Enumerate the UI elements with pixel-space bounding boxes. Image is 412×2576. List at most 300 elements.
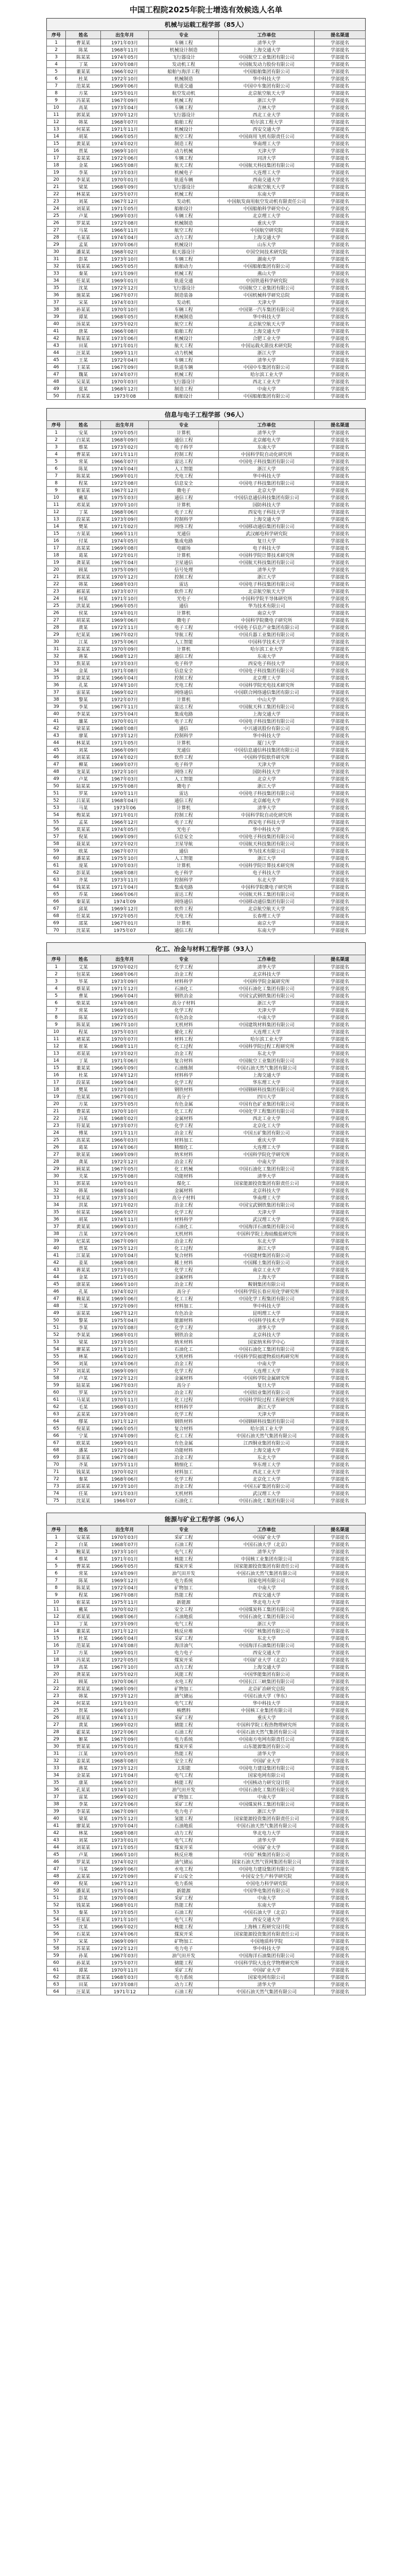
table-cell: 曹某某 [66,451,101,458]
table-cell: 61 [47,1396,66,1403]
table-cell: 中国华能集团有限公司 [219,1671,315,1678]
table-row [47,364,366,371]
table-cell: 冶金工程 [149,1360,219,1367]
table-cell: 清华大学 [219,1981,315,1988]
table-cell: 46 [47,1288,66,1295]
table-cell: 魏某 [66,371,101,378]
table-cell: 马某 [66,1866,101,1873]
table-cell: 葛某 [66,1144,101,1151]
table-cell: 姬某 [66,1736,101,1743]
table-cell: 热能工程 [149,1750,219,1757]
table-cell: 中国科学院长春应用化学研究所 [219,1288,315,1295]
table-cell: 1969年04月 [101,1079,149,1086]
table-cell: 学部提名 [314,1468,365,1476]
table-row [47,429,366,436]
table-row [47,1382,366,1389]
table-cell: 学部提名 [314,1036,365,1043]
table-row [47,1613,366,1620]
table-row [47,1757,366,1765]
table-cell: 34 [47,667,66,674]
table-cell: 煤炭开采 [149,1844,219,1851]
table-cell: 光电工程 [149,472,219,480]
table-cell: 33 [47,1194,66,1201]
table-cell: 1968年12月 [101,653,149,660]
table-cell: 中国航天科工集团有限公司 [219,703,315,710]
table-cell: 侯某某 [66,1209,101,1216]
table-row [47,1108,366,1115]
table-row [47,444,366,451]
table-cell: 催化工程 [149,1028,219,1036]
table-cell: 1973年06月 [101,335,149,342]
table-row [47,559,366,566]
table-row [47,1454,366,1461]
table-cell: 43 [47,342,66,349]
table-row [47,667,366,674]
column-header: 序号 [47,1526,66,1534]
table-row [47,1858,366,1866]
table-cell: 胡某 [66,1216,101,1223]
table-cell: 65 [47,891,66,898]
table-cell: 70 [47,927,66,934]
table-cell: 中国石油天然气集团有限公司 [219,1064,315,1072]
table-cell: 董某某 [66,68,101,75]
table-cell: 学部提名 [314,1050,365,1057]
table-cell: 学部提名 [314,1829,365,1837]
table-row [47,1664,366,1671]
table-cell: 国家能源投资集团有限责任公司 [219,1180,315,1187]
table-cell: 学部提名 [314,1808,365,1815]
table-cell: 中国长江三峡集团有限公司 [219,1678,315,1685]
column-header: 专业 [149,421,219,429]
table-cell: 纳米材料 [149,1338,219,1346]
table-cell: 学部提名 [314,1454,365,1461]
table-cell: 1966年07月 [101,1779,149,1786]
table-cell: 中国宝武钢铁集团有限公司 [219,1201,315,1209]
table-cell: 上海大学 [219,1274,315,1281]
table-cell: 宋某 [66,1938,101,1945]
table-cell: 胡某 [66,133,101,140]
table-cell: 学部提名 [314,487,365,494]
table-cell: 9 [47,97,66,104]
table-cell: 中国地质科学院 [219,1938,315,1945]
table-cell: 1967年02月 [101,631,149,638]
table-cell: 洪某 [66,1201,101,1209]
table-cell: 浙江大学 [219,1403,315,1411]
table-row [47,696,366,703]
table-row [47,126,366,133]
table-cell: 学部提名 [314,198,365,205]
table-row [47,1281,366,1288]
table-row [47,191,366,198]
table-row [47,869,366,876]
section-3 [46,942,366,1504]
table-cell: 1969年01月 [101,1007,149,1014]
table-row [47,1844,366,1851]
table-cell: 1971年12月 [101,1418,149,1425]
table-cell: 17 [47,545,66,552]
table-cell: 53 [47,804,66,811]
column-header: 工作单位 [219,1526,315,1534]
table-cell: 高某某 [66,1137,101,1144]
table-cell: 方某 [66,90,101,97]
table-cell: 9 [47,1021,66,1028]
table-cell: 1969年02月 [101,689,149,696]
table-cell: 1972年05月 [101,912,149,920]
table-cell: 1968年02月 [101,1115,149,1122]
table-cell: 软件工程 [149,754,219,761]
table-cell: 冶金工程 [149,1454,219,1461]
table-cell: 1967年12月 [101,1310,149,1317]
table-cell: 学部提名 [314,1555,365,1563]
table-cell: 1973年10月 [101,1194,149,1201]
table-cell: 21 [47,183,66,191]
table-row [47,451,366,458]
table-cell: 学部提名 [314,1302,365,1310]
table-row [47,46,366,54]
table-cell: 21 [47,1108,66,1115]
table-cell: 华中科技大学 [219,75,315,82]
table-cell: 73 [47,1483,66,1490]
table-cell: 齐某 [66,1461,101,1468]
table-cell: 1974年12月 [101,1072,149,1079]
table-cell: 浙江大学 [219,1620,315,1628]
table-cell: 航空发动机 [149,90,219,97]
table-cell: 35 [47,1779,66,1786]
table-cell: 学部提名 [314,1310,365,1317]
table-row [47,118,366,126]
table-cell: 通信工程 [149,436,219,444]
table-cell: 1970年01月 [101,1180,149,1187]
table-row [47,1245,366,1252]
table-cell: 学部提名 [314,1295,365,1302]
table-cell: 机械制造 [149,219,219,227]
table-row [47,1534,366,1541]
table-cell: 人工智能 [149,638,219,646]
table-cell: 清华大学 [219,1173,315,1180]
table-cell: 学部提名 [314,898,365,905]
table-cell: 58 [47,1375,66,1382]
table-cell: 中国船舶科学研究中心 [219,205,315,212]
table-cell: 41 [47,1252,66,1259]
table-cell: 学部提名 [314,256,365,263]
table-cell: 1971年10月 [101,1916,149,1923]
table-cell: 学部提名 [314,227,365,234]
table-cell: 26 [47,219,66,227]
table-cell: 5 [47,68,66,75]
table-row [47,320,366,328]
table-cell: 胡某某 [66,1714,101,1721]
table-cell: 方某 [66,1649,101,1656]
table-cell: 邵某 [66,920,101,927]
table-row [47,1223,366,1230]
table-cell: 北京科技大学 [219,971,315,978]
table-cell: 21 [47,573,66,581]
table-row [47,335,366,342]
table-cell: 电力电子 [149,1945,219,1952]
table-cell: 化学工程 [149,1266,219,1274]
table-cell: 哈尔滨工业大学 [219,371,315,378]
table-cell: 学部提名 [314,761,365,768]
table-cell: 西北工业大学 [219,1468,315,1476]
table-cell: 姜某某 [66,1757,101,1765]
table-cell: 沈某某 [66,927,101,934]
table-cell: 12 [47,1043,66,1050]
table-cell: 学部提名 [314,183,365,191]
table-cell: 梁某 [66,1338,101,1346]
table-cell: 国家能源投资集团有限责任公司 [219,1563,315,1570]
table-cell: 40 [47,320,66,328]
table-cell: 油气田开发 [149,1952,219,1959]
table-cell: 学部提名 [314,1100,365,1108]
table-cell: 1967年12月 [101,198,149,205]
table-cell: 高分子 [149,1288,219,1295]
table-cell: 船舶动力 [149,263,219,270]
table-cell: 1968年06月 [101,1613,149,1620]
table-cell: 22 [47,581,66,588]
table-cell: 1970年01月 [101,176,149,183]
table-row [47,1678,366,1685]
table-row [47,703,366,710]
table-cell: 学部提名 [314,263,365,270]
table-cell: 67 [47,1439,66,1447]
table-cell: 钱某某 [66,1902,101,1909]
table-cell: 1968年03月 [101,1974,149,1981]
table-cell: 通信工程 [149,927,219,934]
table-row [47,1902,366,1909]
table-cell: 聂某某 [66,840,101,848]
table-row [47,1599,366,1606]
table-cell: 8 [47,480,66,487]
table-cell: 石油炼制 [149,1064,219,1072]
table-cell: 唐某某 [66,1974,101,1981]
table-cell: 1971年04月 [101,884,149,891]
table-row [47,747,366,754]
table-cell: 制造工程 [149,140,219,147]
table-row [47,205,366,212]
table-cell: 1971年12月 [101,985,149,992]
section-title: 信息与电子工程学部（96人） [46,408,366,420]
table-cell: 中国稀土集团有限公司 [219,1259,315,1266]
table-row [47,39,366,46]
table-cell: 复合材料 [149,1425,219,1432]
table-row [47,862,366,869]
table-cell: 1967年09月 [101,97,149,104]
table-cell: 矿物加工 [149,1584,219,1591]
table-cell: 12 [47,118,66,126]
table-cell: 学部提名 [314,1678,365,1685]
table-row [47,1728,366,1736]
table-cell: 高某 [66,104,101,111]
table-cell: 2 [47,436,66,444]
table-row [47,133,366,140]
table-row [47,1483,366,1490]
table-row [47,653,366,660]
table-row [47,1151,366,1158]
table-cell: 中国有色矿业集团有限公司 [219,1100,315,1108]
table-cell: 53 [47,1909,66,1916]
table-row [47,1274,366,1281]
table-row [47,1786,366,1793]
table-cell: 1974年02月 [101,754,149,761]
table-cell: 9 [47,487,66,494]
table-cell: 信息安全 [149,833,219,840]
table-row [47,1310,366,1317]
table-row [47,1288,366,1295]
table-row [47,971,366,978]
table-cell: 16 [47,1072,66,1079]
table-cell: 1971年08月 [101,667,149,674]
table-cell: 李某 [66,1801,101,1808]
table-cell: 郭某某 [66,1180,101,1187]
table-cell: 学部提名 [314,169,365,176]
table-cell: 中国核工业集团有限公司 [219,1707,315,1714]
table-cell: 宁某 [66,1432,101,1439]
table-row [47,1685,366,1692]
table-row [47,1173,366,1180]
table-cell: 孔某 [66,1288,101,1295]
table-cell: 程某 [66,1028,101,1036]
sections-container [0,18,412,1995]
table-cell: 华北电力大学 [219,1829,315,1837]
table-cell: 清华大学 [219,963,315,971]
table-cell: 船舶工程 [149,118,219,126]
table-cell: 学部提名 [314,205,365,212]
table-cell: 学部提名 [314,1201,365,1209]
table-cell: 秦某某 [66,898,101,905]
table-cell: 吕某某 [66,797,101,804]
table-cell: 孟某 [66,819,101,826]
table-cell: 华北电力大学 [219,1599,315,1606]
table-cell: 1971年12月 [101,1628,149,1635]
table-cell: 中南大学 [219,1158,315,1165]
table-row [47,198,366,205]
table-cell: 中国电子科技集团有限公司 [219,718,315,725]
table-cell: 1974年08月 [101,999,149,1007]
table-cell: 卢某 [66,1851,101,1858]
table-cell: 邓某某 [66,1050,101,1057]
table-row [47,1981,366,1988]
table-cell: 中国华电集团有限公司 [219,1887,315,1894]
table-cell: 金某 [66,667,101,674]
table-cell: 1970年02月 [101,1606,149,1613]
table-cell: 郭某某 [66,1685,101,1692]
table-cell: 长春理工大学 [219,912,315,920]
table-cell: 1968年08月 [101,725,149,732]
table-cell: 13 [47,1050,66,1057]
table-cell: 中国石油大学（北京） [219,1541,315,1548]
table-cell: 1975年07月 [101,1389,149,1396]
table-cell: 68 [47,912,66,920]
table-cell: 学部提名 [314,371,365,378]
table-cell: 65 [47,1425,66,1432]
table-row [47,1252,366,1259]
table-cell: 1975年01月 [101,1743,149,1750]
table-cell: 上海交通大学 [219,1447,315,1454]
table-cell: 刘某 [66,747,101,754]
table-cell: 1973年09月 [101,516,149,523]
table-cell: 1975年01月 [101,90,149,97]
table-cell: 1969年08月 [101,545,149,552]
table-row [47,1043,366,1050]
section-title: 化工、冶金与材料工程学部（93人） [46,942,366,955]
table-cell: 1970年11月 [101,1967,149,1974]
table-cell: 14 [47,133,66,140]
table-cell: 通信 [149,602,219,609]
table-cell: 学部提名 [314,1620,365,1628]
table-cell: 国家电网有限公司 [219,1974,315,1981]
table-cell: 邱某某 [66,1483,101,1490]
table-cell: 1971年12 [101,1988,149,1995]
table-cell: 学部提名 [314,891,365,898]
table-cell: 能源材料 [149,1317,219,1324]
table-cell: 化工工程 [149,1295,219,1302]
table-row [47,537,366,545]
table-cell: 学部提名 [314,191,365,198]
table-cell: 1972年06月 [101,155,149,162]
table-cell: 包某某 [66,971,101,978]
table-cell: 樊某 [66,523,101,530]
table-cell: 马某 [66,227,101,234]
table-cell: 1970年03月 [101,1534,149,1541]
table-row [47,1396,366,1403]
table-cell: 16 [47,147,66,155]
table-cell: 1966年04月 [101,1635,149,1642]
table-cell: 高分子材料 [149,1194,219,1201]
table-cell: 钢铁材料 [149,1086,219,1093]
table-cell: 沈某某 [66,1497,101,1504]
table-cell: 潘某某 [66,248,101,256]
table-row [47,848,366,855]
table-cell: 计算机 [149,739,219,747]
table-row [47,783,366,790]
table-cell: 52 [47,1331,66,1338]
table-cell: 1969年03月 [101,1223,149,1230]
table-cell: 47 [47,761,66,768]
column-header: 工作单位 [219,421,315,429]
table-cell: 江某 [66,638,101,646]
table-cell: 46 [47,364,66,371]
column-header: 出生年月 [101,955,149,963]
table-cell: 电力系统 [149,1974,219,1981]
table-row [47,1808,366,1815]
table-cell: 学部提名 [314,1981,365,1988]
table-cell: 范某某 [66,82,101,90]
table-cell: 柴某某 [66,999,101,1007]
table-cell: 光电工程 [149,912,219,920]
table-row [47,1707,366,1714]
table-cell: 光电工程 [149,682,219,689]
table-cell: 微电子 [149,487,219,494]
table-row [47,552,366,559]
table-cell: 62 [47,1403,66,1411]
table-cell: 学部提名 [314,1801,365,1808]
table-cell: 矿物加工 [149,1793,219,1801]
table-cell: 中国航发动力股份有限公司 [219,61,315,68]
table-cell: 浙江大学 [219,349,315,357]
table-cell: 化工过程 [149,1245,219,1252]
table-cell: 中国矿业大学（北京） [219,1656,315,1664]
table-cell: 动力工程 [149,234,219,241]
table-cell: 飞行器设计 [149,54,219,61]
table-cell: 10 [47,1028,66,1036]
table-cell: 煤化工 [149,1180,219,1187]
table-cell: 崔某某 [66,487,101,494]
table-cell: 学部提名 [314,465,365,472]
column-header: 提名渠道 [314,1526,365,1534]
table-cell: 谭某 [66,1967,101,1974]
table-cell: 北京航空航天大学 [219,90,315,97]
table-cell: 15 [47,1064,66,1072]
